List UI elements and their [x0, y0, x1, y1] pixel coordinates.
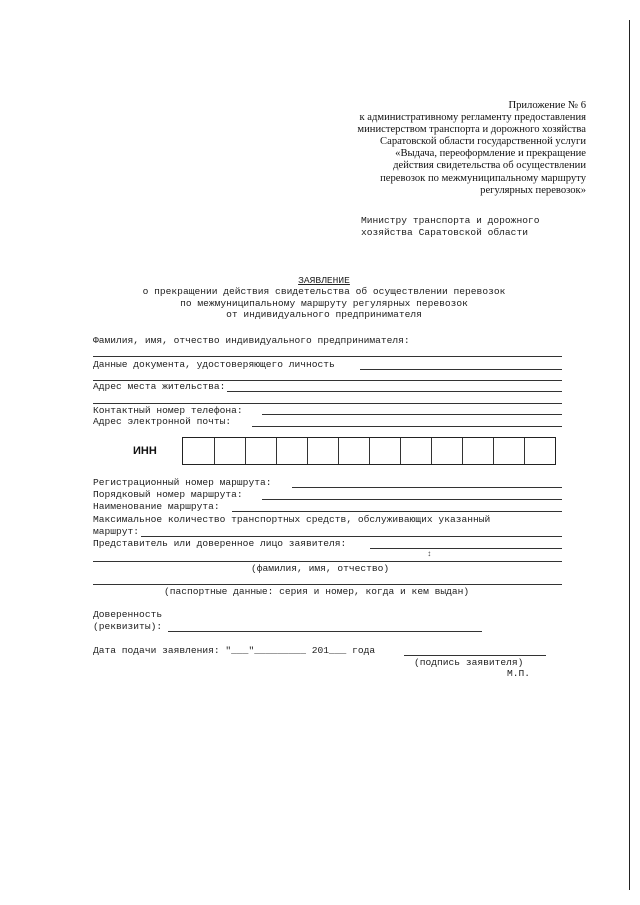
- annex-line: Приложение № 6: [508, 100, 586, 111]
- annex-line: министерством транспорта и дорожного хозяйства: [357, 124, 586, 136]
- document-title: [100, 275, 548, 321]
- representative-field[interactable]: [370, 548, 562, 549]
- residence-address-field-2[interactable]: [93, 403, 562, 404]
- inn-digit-cell[interactable]: [183, 438, 214, 464]
- signature-caption: (подпись заявителя): [414, 657, 524, 668]
- inn-digit-cell[interactable]: [524, 438, 555, 464]
- id-document-field[interactable]: [360, 369, 562, 370]
- representative-name-field[interactable]: [93, 561, 562, 562]
- email-label: Адрес электронной почты:: [93, 416, 232, 427]
- route-name-label: Наименование маршрута:: [93, 501, 220, 512]
- inn-input-grid[interactable]: [182, 437, 556, 465]
- power-of-attorney-label-cont: (реквизиты):: [93, 621, 163, 632]
- power-of-attorney-label: Доверенность: [93, 609, 163, 620]
- inn-digit-cell[interactable]: [214, 438, 245, 464]
- inn-digit-cell[interactable]: [338, 438, 369, 464]
- power-of-attorney-field[interactable]: [168, 631, 482, 632]
- route-serial-number-field[interactable]: [262, 499, 562, 500]
- email-field[interactable]: [252, 426, 562, 427]
- phone-field[interactable]: [262, 414, 562, 415]
- annex-line: перевозок по межмуниципальному маршруту: [380, 172, 586, 184]
- annex-header: [300, 100, 586, 197]
- route-serial-number-label: Порядковый номер маршрута:: [93, 489, 243, 500]
- inn-digit-cell[interactable]: [369, 438, 400, 464]
- phone-label: Контактный номер телефона:: [93, 405, 243, 416]
- document-heading: ЗАЯВЛЕНИЕ: [298, 275, 350, 286]
- route-name-field[interactable]: [232, 511, 562, 512]
- full-name-label: Фамилия, имя, отчество индивидуального предпринимателя:: [93, 335, 410, 346]
- passport-caption: (паспортные данные: серия и номер, когда и кем выдан): [164, 586, 470, 597]
- signature-field[interactable]: [404, 655, 546, 656]
- inn-digit-cell[interactable]: [307, 438, 338, 464]
- addressee-line: хозяйства Саратовской области: [361, 226, 528, 238]
- annex-line: Саратовской области государственной услуги: [380, 136, 586, 148]
- annex-line: к административному регламенту предоставления: [359, 112, 586, 124]
- fio-caption: (фамилия, имя, отчество): [251, 563, 390, 574]
- inn-digit-cell[interactable]: [276, 438, 307, 464]
- inn-digit-cell[interactable]: [431, 438, 462, 464]
- inn-digit-cell[interactable]: [462, 438, 493, 464]
- addressee-line: Министру транспорта и дорожного: [361, 215, 540, 226]
- max-vehicles-label: Максимальное количество транспортных средств, обслуживающих указанный: [93, 514, 491, 525]
- route-reg-number-label: Регистрационный номер маршрута:: [93, 477, 272, 488]
- full-name-field[interactable]: [93, 356, 562, 357]
- inn-digit-cell[interactable]: [245, 438, 276, 464]
- id-document-label: Данные документа, удостоверяющего личность: [93, 359, 335, 370]
- title-line: о прекращении действия свидетельства об осуществлении перевозок: [142, 286, 506, 298]
- title-line: по межмуниципальному маршруту регулярных перевозок: [180, 297, 468, 309]
- title-line: от индивидуального предпринимателя: [226, 309, 422, 321]
- submission-date-label: Дата подачи заявления: "___"_________ 201___ года: [93, 645, 376, 656]
- representative-label: Представитель или доверенное лицо заявителя:: [93, 538, 347, 549]
- inn-label: ИНН: [133, 445, 157, 457]
- annex-line: действия свидетельства об осуществлении: [393, 160, 586, 172]
- max-vehicles-field[interactable]: [140, 536, 562, 537]
- scan-edge-line: [629, 20, 630, 890]
- inn-digit-cell[interactable]: [493, 438, 524, 464]
- route-reg-number-field[interactable]: [292, 487, 562, 488]
- addressee-block: [361, 215, 539, 238]
- annex-line: «Выдача, переоформление и прекращение: [395, 148, 586, 160]
- residence-address-label: Адрес места жительства:: [93, 381, 226, 392]
- stamp-label: М.П.: [507, 668, 531, 679]
- annex-line: регулярных перевозок»: [480, 184, 586, 196]
- inn-digit-cell[interactable]: [400, 438, 431, 464]
- pen-mark: ↕: [427, 550, 432, 559]
- passport-field[interactable]: [93, 584, 562, 585]
- max-vehicles-label-cont: маршрут:: [93, 526, 140, 537]
